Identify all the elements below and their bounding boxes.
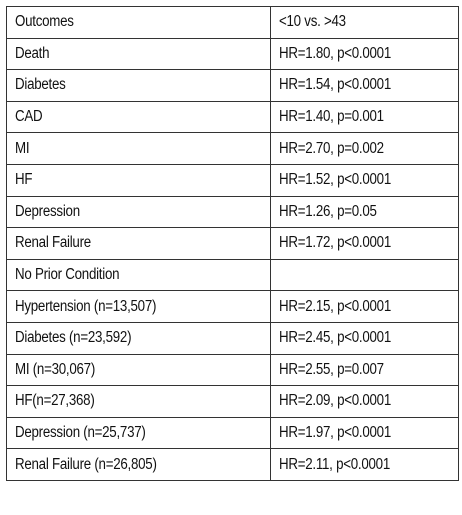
value-cell xyxy=(271,70,459,102)
value-cell xyxy=(271,164,459,196)
table-row xyxy=(7,133,459,165)
value-text: HR=1.40, p=0.001 xyxy=(279,108,384,126)
outcome-text: HF(n=27,368) xyxy=(15,392,95,410)
outcome-cell xyxy=(7,322,271,354)
outcome-cell xyxy=(7,354,271,386)
value-text: HR=2.70, p=0.002 xyxy=(279,139,384,157)
table-row xyxy=(7,38,459,70)
outcome-cell xyxy=(7,38,271,70)
outcome-text: MI (n=30,067) xyxy=(15,360,96,378)
table-row xyxy=(7,70,459,102)
outcome-cell xyxy=(7,291,271,323)
value-cell xyxy=(271,449,459,481)
value-cell xyxy=(271,133,459,165)
value-cell xyxy=(271,228,459,260)
header-outcomes-text: Outcomes xyxy=(15,13,74,31)
outcome-cell xyxy=(7,70,271,102)
outcome-text: Diabetes (n=23,592) xyxy=(15,329,132,347)
header-comparison xyxy=(271,7,459,39)
value-text: HR=2.15, p<0.0001 xyxy=(279,297,391,315)
outcomes-table-container xyxy=(6,6,459,481)
outcome-text: Renal Failure xyxy=(15,234,91,252)
value-cell xyxy=(271,101,459,133)
outcome-text: Hypertension (n=13,507) xyxy=(15,297,157,315)
table-header-row xyxy=(7,7,459,39)
value-text: HR=2.55, p=0.007 xyxy=(279,360,384,378)
outcome-cell xyxy=(7,417,271,449)
outcome-text: Diabetes xyxy=(15,76,66,94)
outcomes-table xyxy=(6,6,459,481)
table-row xyxy=(7,449,459,481)
outcome-text: CAD xyxy=(15,108,43,126)
outcome-cell xyxy=(7,164,271,196)
value-text: HR=2.11, p<0.0001 xyxy=(279,455,390,473)
table-row xyxy=(7,417,459,449)
outcome-cell xyxy=(7,133,271,165)
value-text: HR=2.45, p<0.0001 xyxy=(279,329,391,347)
outcome-cell xyxy=(7,101,271,133)
value-text: HR=1.80, p<0.0001 xyxy=(279,44,391,62)
value-cell xyxy=(271,196,459,228)
outcome-cell xyxy=(7,228,271,260)
table-row xyxy=(7,354,459,386)
value-cell xyxy=(271,259,459,291)
value-cell xyxy=(271,38,459,70)
outcome-cell xyxy=(7,196,271,228)
outcome-text: Depression xyxy=(15,202,80,220)
table-row xyxy=(7,101,459,133)
table-row xyxy=(7,164,459,196)
table-row xyxy=(7,386,459,418)
value-text: HR=2.09, p<0.0001 xyxy=(279,392,391,410)
value-cell xyxy=(271,354,459,386)
value-cell xyxy=(271,291,459,323)
value-text: HR=1.54, p<0.0001 xyxy=(279,76,391,94)
table-row xyxy=(7,196,459,228)
outcome-text: Death xyxy=(15,44,50,62)
value-cell xyxy=(271,322,459,354)
value-cell xyxy=(271,417,459,449)
outcome-cell xyxy=(7,386,271,418)
header-outcomes xyxy=(7,7,271,39)
table-row xyxy=(7,291,459,323)
table-row-section-label xyxy=(7,259,459,291)
value-text: HR=1.52, p<0.0001 xyxy=(279,171,391,189)
value-text: HR=1.72, p<0.0001 xyxy=(279,234,391,252)
value-cell xyxy=(271,386,459,418)
header-comparison-text: <10 vs. >43 xyxy=(279,13,346,31)
outcome-text: No Prior Condition xyxy=(15,266,120,284)
outcome-text: Depression (n=25,737) xyxy=(15,424,146,442)
outcome-cell xyxy=(7,259,271,291)
outcome-cell xyxy=(7,449,271,481)
value-text: HR=1.26, p=0.05 xyxy=(279,202,377,220)
value-text: HR=1.97, p<0.0001 xyxy=(279,424,391,442)
table-row xyxy=(7,322,459,354)
table-row xyxy=(7,228,459,260)
outcome-text: MI xyxy=(15,139,30,157)
outcome-text: Renal Failure (n=26,805) xyxy=(15,455,157,473)
outcome-text: HF xyxy=(15,171,33,189)
